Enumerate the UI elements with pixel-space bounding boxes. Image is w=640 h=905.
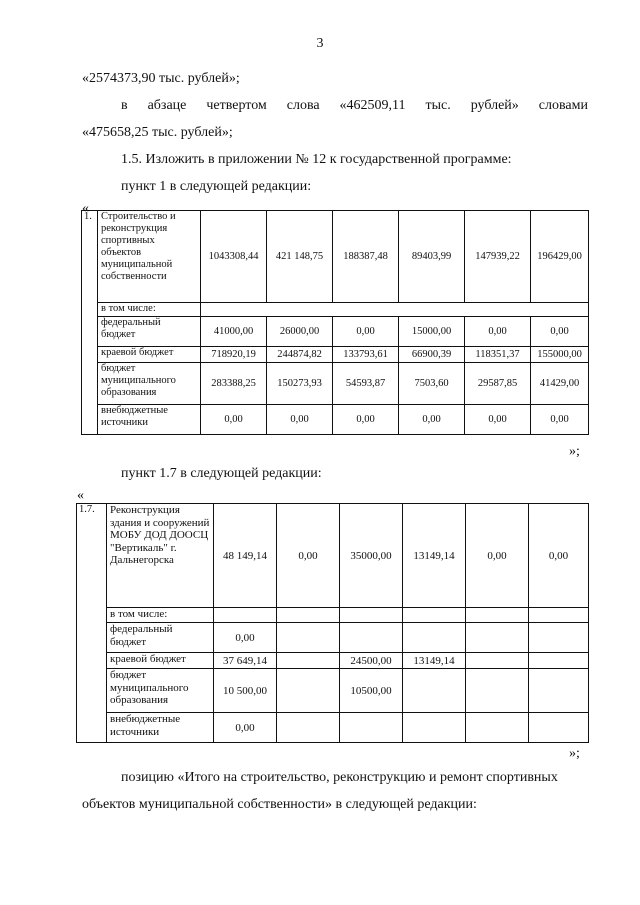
table-row (82, 303, 589, 317)
cell-value (403, 623, 466, 653)
quote-open-2: « (77, 488, 84, 503)
table-row (82, 211, 589, 303)
cell-value (403, 608, 466, 623)
cell-value (277, 669, 340, 713)
row-label: федеральный бюджет (107, 623, 214, 653)
cell-value (403, 669, 466, 713)
empty-cell (201, 303, 589, 317)
cell-value: 7503,60 (399, 363, 465, 405)
cell-value: 13149,14 (403, 504, 466, 608)
cell-value: 0,00 (333, 317, 399, 347)
row-index: 1.7. (77, 504, 107, 743)
cell-value (529, 669, 589, 713)
cell-value: 147939,22 (465, 211, 531, 303)
paragraph-item-1: пункт 1 в следующей редакции: (121, 179, 312, 194)
cell-value: 48 149,14 (214, 504, 277, 608)
quote-close-2: »; (569, 746, 580, 761)
cell-value (466, 623, 529, 653)
cell-value: 0,00 (466, 504, 529, 608)
word: четвертом (206, 98, 267, 113)
cell-value: 188387,48 (333, 211, 399, 303)
table-row (82, 317, 589, 347)
table-row (77, 669, 589, 713)
cell-value (340, 713, 403, 743)
budget-table-item-1-7 (76, 503, 589, 743)
budget-table-item-1 (81, 210, 589, 435)
cell-value (529, 608, 589, 623)
word: абзаце (147, 98, 187, 113)
cell-value: 244874,82 (267, 347, 333, 363)
cell-value (214, 608, 277, 623)
cell-value: 0,00 (531, 405, 589, 435)
row-index: 1. (82, 211, 98, 435)
cell-value: 66900,39 (399, 347, 465, 363)
cell-value: 41429,00 (531, 363, 589, 405)
cell-value: 0,00 (465, 317, 531, 347)
cell-value: 41000,00 (201, 317, 267, 347)
paragraph-amount-new: «475658,25 тыс. рублей»; (82, 125, 233, 140)
cell-value: 10 500,00 (214, 669, 277, 713)
table-row (82, 363, 589, 405)
cell-value: 283388,25 (201, 363, 267, 405)
cell-value: 0,00 (214, 713, 277, 743)
word: слова (286, 98, 320, 113)
cell-value: 0,00 (277, 504, 340, 608)
quote-open-1: « (82, 201, 89, 216)
cell-value (466, 608, 529, 623)
quote-close-1: »; (569, 444, 580, 459)
cell-value: 0,00 (201, 405, 267, 435)
paragraph-section-1-5: 1.5. Изложить в приложении № 12 к государственной программе: (121, 152, 512, 167)
cell-value (277, 713, 340, 743)
cell-value (529, 623, 589, 653)
cell-value (466, 669, 529, 713)
cell-value: 54593,87 (333, 363, 399, 405)
cell-value: 0,00 (529, 504, 589, 608)
paragraph-replace-line (121, 97, 588, 114)
word: словами (538, 98, 588, 113)
cell-value: 15000,00 (399, 317, 465, 347)
row-label: бюджет муниципального образования (107, 669, 214, 713)
table-row (77, 713, 589, 743)
cell-value (529, 713, 589, 743)
cell-value (466, 653, 529, 669)
word: в (121, 98, 128, 113)
cell-value: 421 148,75 (267, 211, 333, 303)
row-label: в том числе: (107, 608, 214, 623)
cell-value: 0,00 (214, 623, 277, 653)
cell-value: 155000,00 (531, 347, 589, 363)
row-label: краевой бюджет (98, 347, 201, 363)
paragraph-total-line2: объектов муниципальной собственности» в следующей редакции: (82, 797, 477, 812)
cell-value (277, 608, 340, 623)
cell-value: 13149,14 (403, 653, 466, 669)
row-label: федеральный бюджет (98, 317, 201, 347)
cell-value (529, 653, 589, 669)
word: тыс. (425, 98, 451, 113)
cell-value (403, 713, 466, 743)
cell-value: 718920,19 (201, 347, 267, 363)
paragraph-total-line1: позицию «Итого на строительство, реконструкцию и ремонт спортивных (121, 770, 558, 785)
cell-value (277, 623, 340, 653)
cell-value: 10500,00 (340, 669, 403, 713)
cell-value (340, 623, 403, 653)
cell-value (340, 608, 403, 623)
cell-value: 0,00 (465, 405, 531, 435)
cell-value: 0,00 (399, 405, 465, 435)
cell-value (466, 713, 529, 743)
cell-value: 37 649,14 (214, 653, 277, 669)
table-row (82, 405, 589, 435)
cell-value: 0,00 (267, 405, 333, 435)
page-number: 3 (316, 36, 324, 51)
paragraph-amount-old: «2574373,90 тыс. рублей»; (82, 71, 240, 86)
row-label: внебюджетные источники (98, 405, 201, 435)
cell-value: 196429,00 (531, 211, 589, 303)
cell-value: 133793,61 (333, 347, 399, 363)
row-label: Реконструкция здания и сооружений МОБУ ДОД ДООСЦ "Вертикаль" г. Дальнегорска (107, 504, 214, 608)
table-row (77, 653, 589, 669)
row-label: краевой бюджет (107, 653, 214, 669)
cell-value: 1043308,44 (201, 211, 267, 303)
cell-value: 26000,00 (267, 317, 333, 347)
row-label: бюджет муниципального образования (98, 363, 201, 405)
row-label: в том числе: (98, 303, 201, 317)
cell-value: 89403,99 (399, 211, 465, 303)
table-row (77, 623, 589, 653)
row-label: внебюджетные источники (107, 713, 214, 743)
cell-value: 35000,00 (340, 504, 403, 608)
word: рублей» (470, 98, 519, 113)
cell-value: 0,00 (333, 405, 399, 435)
paragraph-item-1-7: пункт 1.7 в следующей редакции: (121, 466, 322, 481)
cell-value (277, 653, 340, 669)
cell-value: 29587,85 (465, 363, 531, 405)
cell-value: 24500,00 (340, 653, 403, 669)
cell-value: 118351,37 (465, 347, 531, 363)
table-row (82, 347, 589, 363)
row-label: Строительство и реконструкция спортивных объектов муниципальной собственности (98, 211, 201, 303)
word: «462509,11 (339, 98, 406, 113)
cell-value: 0,00 (531, 317, 589, 347)
table-row (77, 608, 589, 623)
table-row (77, 504, 589, 608)
cell-value: 150273,93 (267, 363, 333, 405)
